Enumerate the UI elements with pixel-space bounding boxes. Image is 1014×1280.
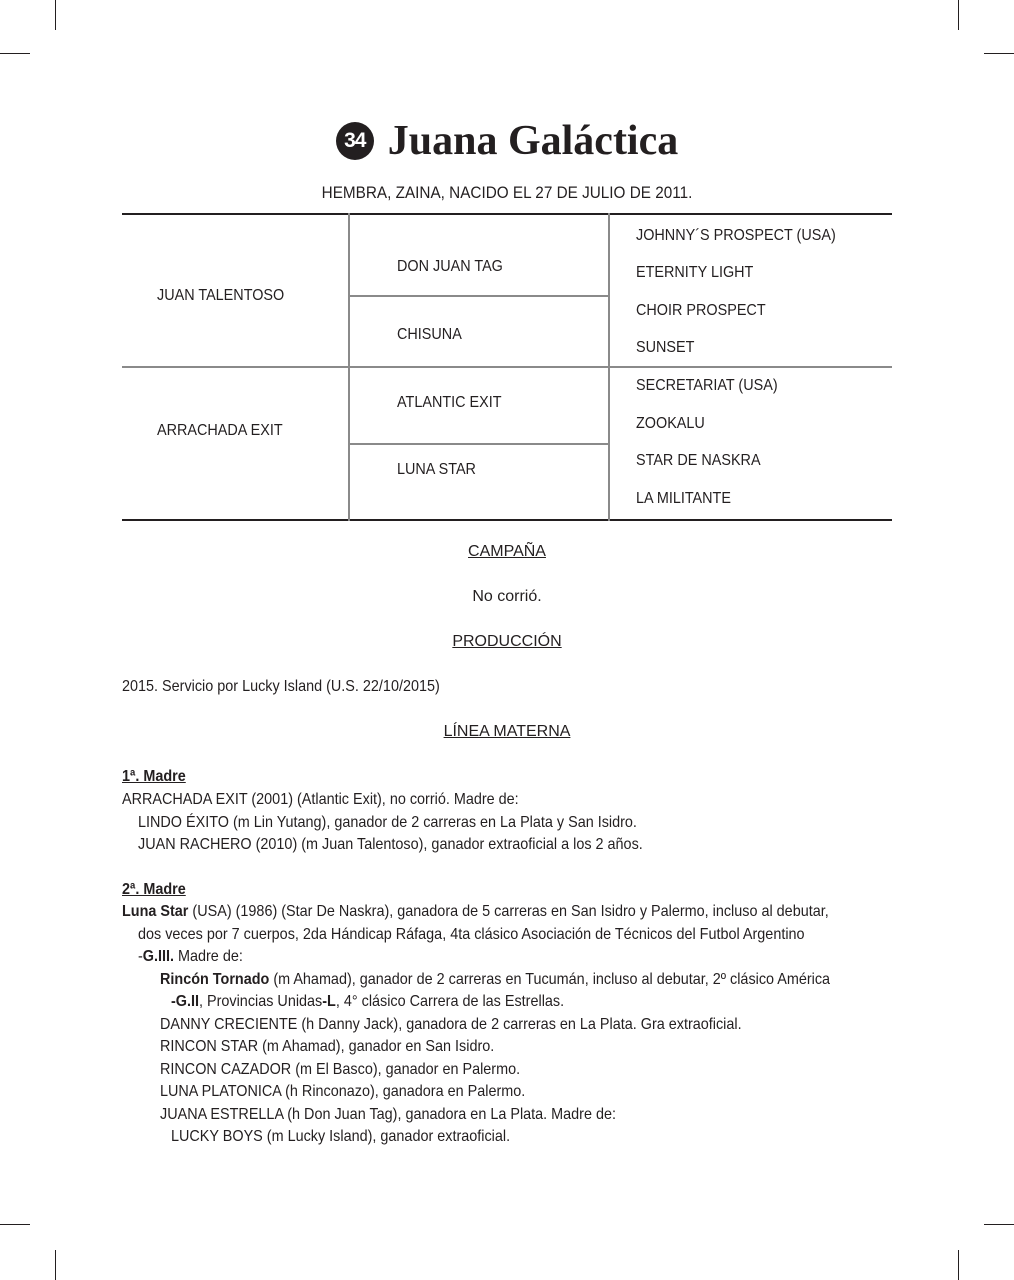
produce-text: , Provincias Unidas bbox=[198, 993, 323, 1010]
pedigree-dam-sire: ATLANTIC EXIT bbox=[397, 394, 502, 411]
second-dam-line bbox=[138, 948, 243, 966]
table-bottom-rule bbox=[122, 519, 892, 521]
crop-mark bbox=[0, 53, 30, 54]
pedigree-dam-dam: LUNA STAR bbox=[397, 461, 476, 478]
first-dam-line: ARRACHADA EXIT (2001) (Atlantic Exit), no corrió. Madre de: bbox=[122, 791, 519, 808]
page-title bbox=[0, 116, 1014, 166]
second-dam-heading: 2ª. Madre bbox=[122, 881, 186, 898]
first-dam-produce: JUAN RACHERO (2010) (m Juan Talentoso), ganador extraoficial a los 2 años. bbox=[138, 836, 643, 853]
horse-description: HEMBRA, ZAINA, NACIDO EL 27 DE JULIO DE 2011. bbox=[321, 183, 693, 202]
pedigree-table bbox=[122, 213, 892, 521]
dash: - bbox=[138, 948, 143, 965]
pedigree-gen3: SUNSET bbox=[636, 339, 695, 356]
table-divider bbox=[350, 443, 608, 445]
pedigree-gen3: ZOOKALU bbox=[636, 415, 705, 432]
pedigree-gen3: CHOIR PROSPECT bbox=[636, 302, 766, 319]
produce-text: , 4° clásico Carrera de las Estrellas. bbox=[335, 993, 565, 1010]
table-divider bbox=[122, 366, 892, 368]
produce-line: LUNA PLATONICA (h Rinconazo), ganadora en Palermo. bbox=[160, 1083, 526, 1100]
second-dam-text: (USA) (1986) (Star De Naskra), ganadora de 5 carreras en San Isidro y Palermo, incluso al debutar, bbox=[188, 903, 829, 920]
produce-line: RINCON CAZADOR (m El Basco), ganador en Palermo. bbox=[160, 1061, 521, 1078]
production-heading: PRODUCCIÓN bbox=[452, 633, 562, 650]
crop-mark bbox=[958, 1250, 959, 1280]
produce-line: RINCON STAR (m Ahamad), ganador en San Isidro. bbox=[160, 1038, 495, 1055]
campaign-text: No corrió. bbox=[472, 588, 542, 605]
pedigree-sire-dam: CHISUNA bbox=[397, 326, 462, 343]
grade-badge: G.III. bbox=[142, 948, 174, 965]
crop-mark bbox=[0, 1224, 30, 1225]
crop-mark bbox=[984, 53, 1014, 54]
grade-badge: -G.II bbox=[171, 993, 199, 1010]
horse-name: Juana Galáctica bbox=[387, 118, 679, 164]
produce-line: JUANA ESTRELLA (h Don Juan Tag), ganadora en La Plata. Madre de: bbox=[160, 1106, 617, 1123]
pedigree-sire: JUAN TALENTOSO bbox=[157, 287, 285, 304]
second-dam-name: Luna Star bbox=[122, 903, 189, 920]
produce-line: LUCKY BOYS (m Lucky Island), ganador extraoficial. bbox=[171, 1128, 511, 1145]
table-divider bbox=[350, 295, 608, 297]
pedigree-gen3: STAR DE NASKRA bbox=[636, 452, 761, 469]
campaign-heading: CAMPAÑA bbox=[468, 543, 546, 560]
pedigree-gen3: JOHNNY´S PROSPECT (USA) bbox=[636, 227, 836, 244]
first-dam-heading: 1ª. Madre bbox=[122, 768, 186, 785]
second-dam-text: Madre de: bbox=[174, 948, 243, 965]
maternal-line-heading: LÍNEA MATERNA bbox=[443, 723, 571, 740]
pedigree-gen3: ETERNITY LIGHT bbox=[636, 264, 754, 281]
lot-number-badge: 34 bbox=[336, 122, 374, 160]
produce-line bbox=[171, 993, 564, 1011]
second-dam-line: dos veces por 7 cuerpos, 2da Hándicap Ráfaga, 4ta clásico Asociación de Técnicos del Futbol Argentino bbox=[138, 926, 805, 943]
crop-mark bbox=[958, 0, 959, 30]
pedigree-dam: ARRACHADA EXIT bbox=[157, 422, 283, 439]
crop-mark bbox=[984, 1224, 1014, 1225]
grade-badge: -L bbox=[322, 993, 336, 1010]
table-divider bbox=[608, 213, 610, 521]
crop-mark bbox=[55, 0, 56, 30]
table-divider bbox=[348, 213, 350, 521]
produce-name: Rincón Tornado bbox=[160, 971, 270, 988]
pedigree-gen3: SECRETARIAT (USA) bbox=[636, 377, 778, 394]
produce-text: (m Ahamad), ganador de 2 carreras en Tucumán, incluso al debutar, 2º clásico América bbox=[269, 971, 831, 988]
second-dam-line bbox=[122, 903, 829, 921]
produce-line: DANNY CRECIENTE (h Danny Jack), ganadora de 2 carreras en La Plata. Gra extraoficial. bbox=[160, 1016, 742, 1033]
table-top-rule bbox=[122, 213, 892, 215]
production-text: 2015. Servicio por Lucky Island (U.S. 22/10/2015) bbox=[122, 678, 440, 695]
produce-line bbox=[160, 971, 830, 989]
pedigree-gen3: LA MILITANTE bbox=[636, 490, 731, 507]
pedigree-sire-sire: DON JUAN TAG bbox=[397, 258, 503, 275]
first-dam-produce: LINDO ÉXITO (m Lin Yutang), ganador de 2 carreras en La Plata y San Isidro. bbox=[138, 814, 637, 831]
crop-mark bbox=[55, 1250, 56, 1280]
